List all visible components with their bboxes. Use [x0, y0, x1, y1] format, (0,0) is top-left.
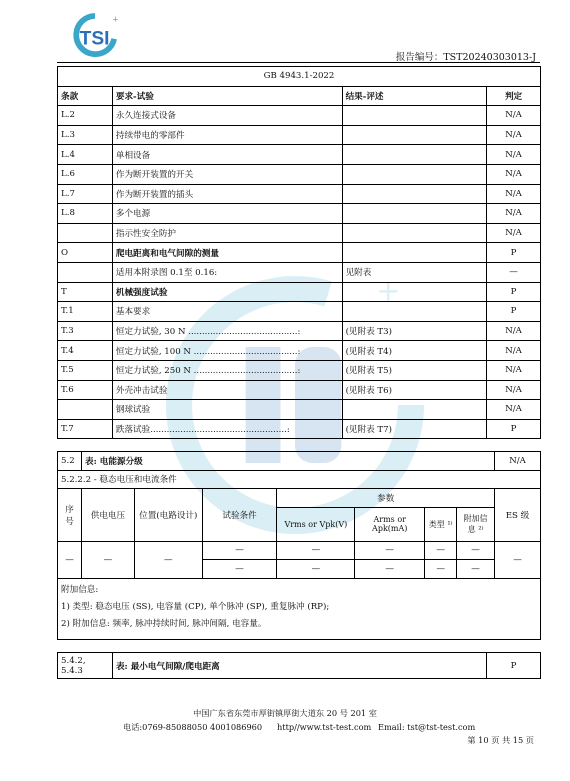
table-row [58, 282, 541, 302]
cell-clause: T.3 [58, 321, 113, 341]
cell-requirement: 永久连接式设备 [112, 106, 342, 126]
cell-vrms-1: — [277, 541, 355, 560]
table-row [58, 341, 541, 361]
h-condition: 试验条件 [202, 489, 277, 542]
t3-verdict: P [487, 653, 541, 679]
svg-text:+: + [376, 273, 401, 308]
t3-title: 表: 最小电气间隙/爬电距离 [112, 653, 486, 679]
cell-requirement: 单相设备 [112, 145, 342, 165]
cell-verdict: P [487, 419, 541, 439]
cell-verdict: — [487, 262, 541, 282]
standard-title: GB 4943.1-2022 [58, 67, 541, 87]
cell-supply: — [81, 541, 134, 578]
cell-result [342, 106, 487, 126]
h-addinfo: 附加信息 ²⁾ [457, 507, 495, 541]
cell-clause: T.6 [58, 380, 113, 400]
table-row [58, 400, 541, 420]
cell-verdict: P [487, 243, 541, 263]
table-row [58, 321, 541, 341]
clearance-table [57, 652, 541, 679]
cell-clause: L.8 [58, 204, 113, 224]
cell-result: (见附表 T3) [342, 321, 487, 341]
cell-requirement: 爬电距离和电气间隙的测量 [112, 243, 342, 263]
cell-requirement: 作为断开装置的开关 [112, 164, 342, 184]
cell-clause: T.5 [58, 360, 113, 380]
cell-result: (见附表 T5) [342, 360, 487, 380]
cell-requirement: 钢球试验 [112, 400, 342, 420]
t2-title: 表: 电能源分级 [81, 452, 494, 471]
cell-result [342, 243, 487, 263]
cell-add-2: — [457, 560, 495, 579]
footer-address: 中国广东省东莞市厚街镇厚街大道东 20 号 201 室 [193, 708, 377, 718]
t2-clause: 5.2 [58, 452, 82, 471]
cell-result [342, 125, 487, 145]
cell-requirement: 基本要求 [112, 302, 342, 322]
cell-result [342, 223, 487, 243]
svg-text:+: + [112, 14, 119, 24]
report-number: 报告编号：TST20240303013-J [395, 52, 536, 63]
table-row [58, 419, 541, 439]
cell-result: 见附表 [342, 262, 487, 282]
cell-arms-2: — [355, 560, 425, 579]
table-row [58, 302, 541, 322]
cell-clause: T [58, 282, 113, 302]
cell-result [342, 145, 487, 165]
col-result: 结果-评述 [342, 86, 487, 106]
cell-es: — [495, 541, 541, 578]
cell-clause [58, 223, 113, 243]
cell-verdict: N/A [487, 400, 541, 420]
cell-clause: T.7 [58, 419, 113, 439]
col-requirement: 要求-试验 [112, 86, 342, 106]
cell-requirement: 持续带电的零部件 [112, 125, 342, 145]
cell-requirement: 机械强度试验 [112, 282, 342, 302]
cell-cond-2: — [202, 560, 277, 579]
t2-verdict: N/A [495, 452, 541, 471]
footer-email[interactable]: Email: tst@tst-test.com [378, 722, 476, 732]
cell-verdict: N/A [487, 125, 541, 145]
h-no: 序号 [58, 489, 82, 542]
cell-result [342, 400, 487, 420]
cell-arms-1: — [355, 541, 425, 560]
cell-requirement: 恒定力试验, 30 N ........................................: [112, 321, 342, 341]
note-1: 1) 类型: 稳态电压 (SS), 电容量 (CP), 单个脉冲 (SP), 重复脉冲 (RP); [61, 601, 330, 612]
cell-requirement: 跌落试验..................................................: [112, 419, 342, 439]
cell-position: — [134, 541, 202, 578]
h-arms: Arms or Apk(mA) [355, 507, 425, 541]
h-params: 参数 [277, 489, 495, 508]
cell-verdict: P [487, 282, 541, 302]
table-row [58, 360, 541, 380]
logo-text: TSI [79, 28, 110, 50]
cell-add-1: — [457, 541, 495, 560]
cell-cond-1: — [202, 541, 277, 560]
table-row [58, 262, 541, 282]
table-row [58, 184, 541, 204]
cell-result [342, 164, 487, 184]
cell-verdict: N/A [487, 145, 541, 165]
footer-phone: 电话:0769-85088050 4001086960 [123, 722, 263, 732]
cell-clause: O [58, 243, 113, 263]
cell-verdict: P [487, 302, 541, 322]
table-row [58, 223, 541, 243]
table-header-row [58, 86, 541, 106]
note-title: 附加信息: [61, 584, 99, 595]
cell-verdict: N/A [487, 360, 541, 380]
cell-clause [58, 400, 113, 420]
table-row [58, 106, 541, 126]
table-row [58, 243, 541, 263]
cell-type-1: — [425, 541, 457, 560]
table-row [58, 145, 541, 165]
t2-subtitle: 5.2.2.2 - 稳态电压和电流条件 [58, 470, 541, 489]
h-type: 类型 ¹⁾ [425, 507, 457, 541]
cell-verdict: N/A [487, 223, 541, 243]
energy-source-table [57, 451, 541, 640]
cell-requirement: 适用本附录图 0.1至 0.16: [112, 262, 342, 282]
cell-result [342, 184, 487, 204]
cell-result: (见附表 T4) [342, 341, 487, 361]
cell-verdict: N/A [487, 204, 541, 224]
cell-verdict: N/A [487, 164, 541, 184]
h-position: 位置(电路设计) [134, 489, 202, 542]
cell-clause: L.3 [58, 125, 113, 145]
cell-clause: L.7 [58, 184, 113, 204]
clause-table [57, 66, 541, 439]
cell-result [342, 302, 487, 322]
h-vrms: Vrms or Vpk(V) [277, 507, 355, 541]
cell-requirement: 指示性安全防护 [112, 223, 342, 243]
h-es: ES 级 [495, 489, 541, 542]
note-2: 2) 附加信息: 频率, 脉冲持续时间, 脉冲间隔, 电容量。 [61, 618, 267, 629]
cell-clause: T.1 [58, 302, 113, 322]
header-divider [57, 62, 540, 63]
table-row [58, 164, 541, 184]
footer-web[interactable]: http//www.tst-test.com [277, 722, 372, 732]
notes-cell [58, 578, 541, 639]
cell-verdict: N/A [487, 184, 541, 204]
page-number: 第 10 页 共 15 页 [467, 735, 534, 745]
cell-requirement: 作为断开装置的插头 [112, 184, 342, 204]
cell-clause: L.2 [58, 106, 113, 126]
cell-vrms-2: — [277, 560, 355, 579]
cell-clause [58, 262, 113, 282]
col-verdict: 判定 [487, 86, 541, 106]
cell-clause: T.4 [58, 341, 113, 361]
t3-clause: 5.4.2, 5.4.3 [58, 653, 113, 679]
cell-type-2: — [425, 560, 457, 579]
cell-clause: L.4 [58, 145, 113, 165]
company-logo [66, 12, 124, 58]
cell-verdict: N/A [487, 106, 541, 126]
cell-result: (见附表 T6) [342, 380, 487, 400]
cell-clause: L.6 [58, 164, 113, 184]
cell-requirement: 外壳冲击试验 [112, 380, 342, 400]
col-clause: 条款 [58, 86, 113, 106]
table-row [58, 125, 541, 145]
h-supply: 供电电压 [81, 489, 134, 542]
cell-result [342, 204, 487, 224]
cell-verdict: N/A [487, 321, 541, 341]
table-row [58, 204, 541, 224]
cell-requirement: 恒定力试验, 250 N ......................................: [112, 360, 342, 380]
cell-result [342, 282, 487, 302]
cell-no: — [58, 541, 82, 578]
cell-requirement: 多个电源 [112, 204, 342, 224]
cell-verdict: N/A [487, 380, 541, 400]
cell-requirement: 恒定力试验, 100 N ......................................: [112, 341, 342, 361]
cell-result: (见附表 T7) [342, 419, 487, 439]
cell-verdict: N/A [487, 341, 541, 361]
table-row [58, 380, 541, 400]
